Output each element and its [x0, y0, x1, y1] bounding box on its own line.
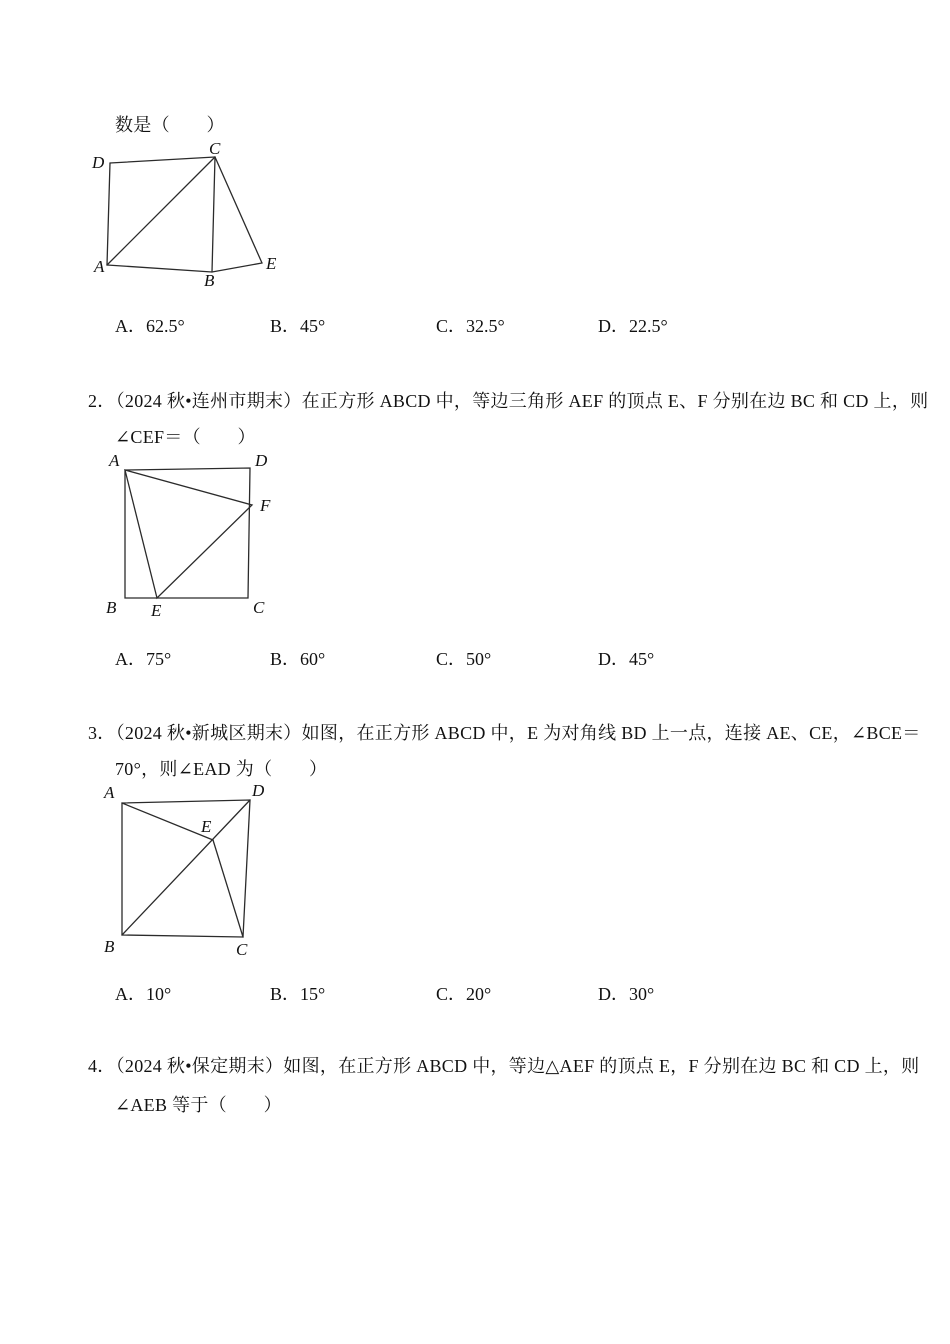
q1-vertex-label-A: A: [94, 257, 105, 276]
q1-vertex-label-D: D: [92, 153, 105, 172]
q4-stem-line2: ∠AEB 等于（ ）: [115, 1095, 282, 1115]
q2-option-a: A．75°: [115, 649, 172, 669]
q2-option-b: B．60°: [270, 649, 326, 669]
q3-vertex-label-E: E: [201, 817, 212, 836]
q3-vertex-label-B: B: [104, 937, 115, 956]
q3-option-c: C．20°: [436, 984, 492, 1004]
q1-options: [0, 312, 950, 338]
q2-vertex-label-A: A: [109, 451, 120, 470]
q2-vertex-label-D: D: [255, 451, 268, 470]
q1-figure: [88, 142, 288, 292]
q2-option-d: D．45°: [598, 649, 655, 669]
q1-edge-ABE: [107, 263, 262, 272]
q1-vertex-label-B: B: [204, 271, 215, 290]
q1-option-b: B．45°: [270, 316, 326, 336]
q3-option-d: D．30°: [598, 984, 655, 1004]
q1-stem-tail: 数是（ ）: [115, 115, 225, 135]
q4-stem-line1: 4．（2024 秋•保定期末）如图，在正方形 ABCD 中，等边△AEF 的顶点 E，F 分别在边 BC 和 CD 上，则: [88, 1056, 920, 1076]
q1-edge-DA: [107, 163, 110, 265]
q1-diagonal-AC: [107, 157, 215, 265]
q3-segment-EC: [213, 840, 243, 937]
q2-options: [0, 645, 950, 671]
q1-vertex-label-C: C: [209, 142, 221, 158]
q2-figure: [103, 450, 298, 625]
q3-stem-line1: 3．（2024 秋•新城区期末）如图，在正方形 ABCD 中，E 为对角线 BD 上一点，连接 AE、CE，∠BCE＝: [88, 723, 921, 743]
q2-stem-line1: 2．（2024 秋•连州市期末）在正方形 ABCD 中，等边三角形 AEF 的顶点 E、F 分别在边 BC 和 CD 上，则: [88, 391, 929, 411]
q3-vertex-label-D: D: [252, 781, 265, 800]
q1-edge-DC: [110, 157, 215, 163]
q3-diagonal-BD: [122, 800, 250, 935]
q2-vertex-label-E: E: [151, 601, 162, 620]
q3-option-a: A．10°: [115, 984, 172, 1004]
q2-vertex-label-B: B: [106, 598, 117, 617]
q3-vertex-label-A: A: [104, 783, 115, 802]
q1-vertex-label-E: E: [266, 254, 277, 273]
q1-segment-CE: [215, 157, 262, 263]
q3-segment-AE: [122, 803, 213, 840]
q3-stem-line2: 70°，则∠EAD 为（ ）: [115, 759, 328, 779]
q1-option-a: A．62.5°: [115, 316, 185, 336]
q3-options: [0, 980, 950, 1006]
q3-option-b: B．15°: [270, 984, 326, 1004]
q3-figure: [98, 780, 288, 960]
q2-vertex-label-C: C: [253, 598, 265, 617]
q1-option-d: D．22.5°: [598, 316, 668, 336]
q2-option-c: C．50°: [436, 649, 492, 669]
q2-vertex-label-F: F: [260, 496, 271, 515]
q1-option-c: C．32.5°: [436, 316, 505, 336]
q3-vertex-label-C: C: [236, 940, 248, 959]
q1-edge-CB: [212, 157, 215, 272]
q2-stem-line2: ∠CEF＝（ ）: [115, 427, 256, 447]
q2-triangle-AEF: [125, 470, 252, 598]
